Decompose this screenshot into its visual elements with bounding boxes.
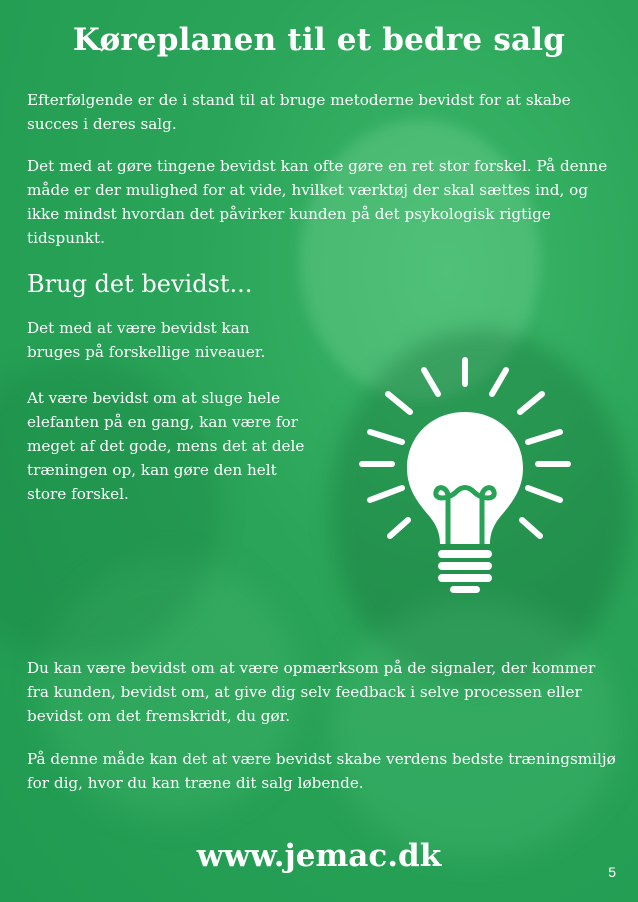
paragraph-consciously: Det med at gøre tingene bevidst kan ofte gøre en ret stor forskel. På denne måde er der mulighed for at vide, hvilket værktøj der skal sættes ind, og ikke mindst hvordan det påvirker kunden på det psykologisk rigtige tidspunkt. <box>27 157 608 247</box>
lightbulb-icon <box>352 350 578 596</box>
page-number: 5 <box>608 864 616 880</box>
paragraph-levels: Det med at være bevidst kan bruges på forskellige niveauer. <box>27 319 266 361</box>
paragraph-intro: Efterfølgende er de i stand til at bruge metoderne bevidst for at skabe succes i deres salg. <box>27 91 571 133</box>
background-photo-blur <box>330 600 620 860</box>
paragraph-elephant: At være bevidst om at sluge hele elefanten på en gang, kan være for meget af det gode, mens det at dele træningen op, kan gøre den helt store forskel. <box>27 389 305 503</box>
paragraph-environment: På denne måde kan det at være bevidst skabe verdens bedste træningsmiljø for dig, hvor du kan træne dit salg løbende. <box>27 750 616 792</box>
section-heading: Brug det bevidst... <box>27 270 253 298</box>
website-link[interactable]: www.jemac.dk <box>196 838 442 874</box>
paragraph-signals: Du kan være bevidst om at være opmærksom på de signaler, der kommer fra kunden, bevidst om, at give dig selv feedback i selve processen eller bevidst om det fremskridt, du gør. <box>27 659 596 725</box>
page-title: Køreplanen til et bedre salg <box>72 22 566 58</box>
